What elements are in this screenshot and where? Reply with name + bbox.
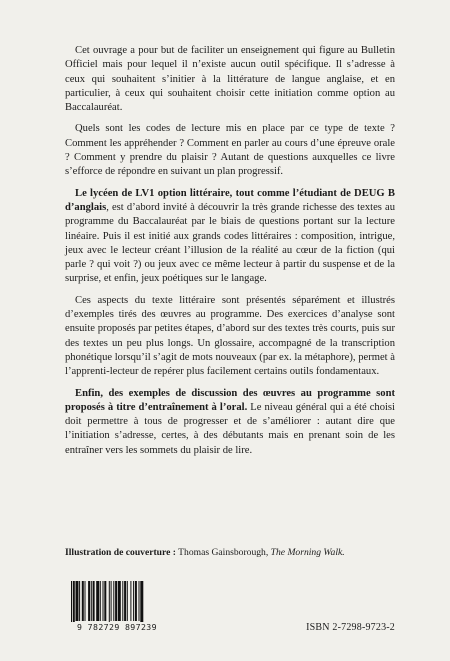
barcode-bar [103,581,104,621]
barcode-bar [127,581,128,621]
barcode-bar [93,581,95,621]
barcode-bar [111,581,112,621]
paragraph-audience [65,187,395,287]
barcode-bar [130,581,131,621]
oral-highlight: Enfin, des exemples de discussion des œuvres au programme sont proposés à titre d’entraînement à l’oral. [65,387,395,413]
isbn-number: ISBN 2-7298-9723-2 [306,622,395,633]
barcode-bar [122,581,123,621]
barcode-bar [71,581,72,625]
barcode-bar [85,581,86,621]
credit-artist: Thomas Gainsborough, [178,547,269,558]
barcode-bar [133,581,134,621]
barcode-bar [88,581,90,621]
barcode-bar [91,581,92,621]
barcode-bar [124,581,126,621]
barcode-bar [118,581,121,621]
credit-label: Illustration de couverture : [65,547,176,558]
barcode-bar [76,581,79,621]
barcode-bar [79,581,80,621]
barcode-bar [139,581,140,621]
barcode-bar [109,581,110,625]
audience-highlight: Le lycéen de LV1 option littéraire, tout comme l’étudiant de DEUG B d’anglais [65,187,395,213]
barcode-bar [73,581,75,625]
cover-illustration-credit [65,547,405,559]
blurb-text [65,44,395,465]
barcode-bar [115,581,117,621]
paragraph-questions: Quels sont les codes de lecture mis en place par ce type de texte ? Comment les appréhender ? Comment en parler au cours d’une épreuve orale ? Comment y prendre du plaisir ? Autant de questions auxquelles ce livre s’efforce de répondre en suivant un plan progressif. [65,123,395,178]
barcode [65,581,169,633]
paragraph-purpose: Cet ouvrage a pour but de faciliter un enseignement qui figure au Bulletin Officiel mais pour lequel il n’existe aucun outil spécifique. Il s’adresse à ceux qui souhaitent s’initier à la littérature de langue anglaise, et en particulier, à ceux qui souhaitent choisir cette initiation comme option au Baccalauréat. [65,45,395,114]
barcode-bar [140,581,143,625]
barcode-bar [82,581,84,621]
barcode-icon [65,581,169,625]
barcode-bar [135,581,137,621]
barcode-bar [100,581,101,621]
barcode-bar [104,581,106,621]
paragraph-method: Ces aspects du texte littéraire sont présentés séparément et illustrés d’exemples tirés des œuvres au programme. Des exercices d’analyse sont ensuite proposés par petites étapes, d’abord sur des textes très courts, puis sur des textes un peu plus longs. Un glossaire, accompagné de la transcription phonétique lorsqu’il s’agit de mots nouveaux (par ex. la métaphore), permet à l’apprenti-lecteur de repérer plus facilement certains outils fondamentaux. [65,294,395,378]
barcode-digits: 9 782729 897239 [65,622,169,633]
barcode-bar [96,581,99,621]
audience-text: , est d’abord invité à découvrir la très grande richesse des textes au programme du Baccalauréat par le biais de questions portant sur la lecture linéaire. Puis il est initié aux grands codes littéraires : composition, intrigue, jeux avec le lecteur créant l’illusion de la réalité au cœur de la fiction (qui parle ? qui voit ?) ou jeux avec ce même lecteur à partir du suspense et de la surprise, et enfin, jeux poétiques sur le langage. [65,201,395,285]
paragraph-oral [65,387,395,458]
barcode-bar [113,581,114,621]
oral-text: Le niveau général qui a été choisi doit permettre à tous de progresser et de s’améliorer : autant dire que l’initiation s’adresse, certes, à des débutants mais en prenant soin de les entraîner vers les sommets du plaisir de lire. [65,401,395,456]
credit-work-title: The Morning Walk. [270,547,345,558]
